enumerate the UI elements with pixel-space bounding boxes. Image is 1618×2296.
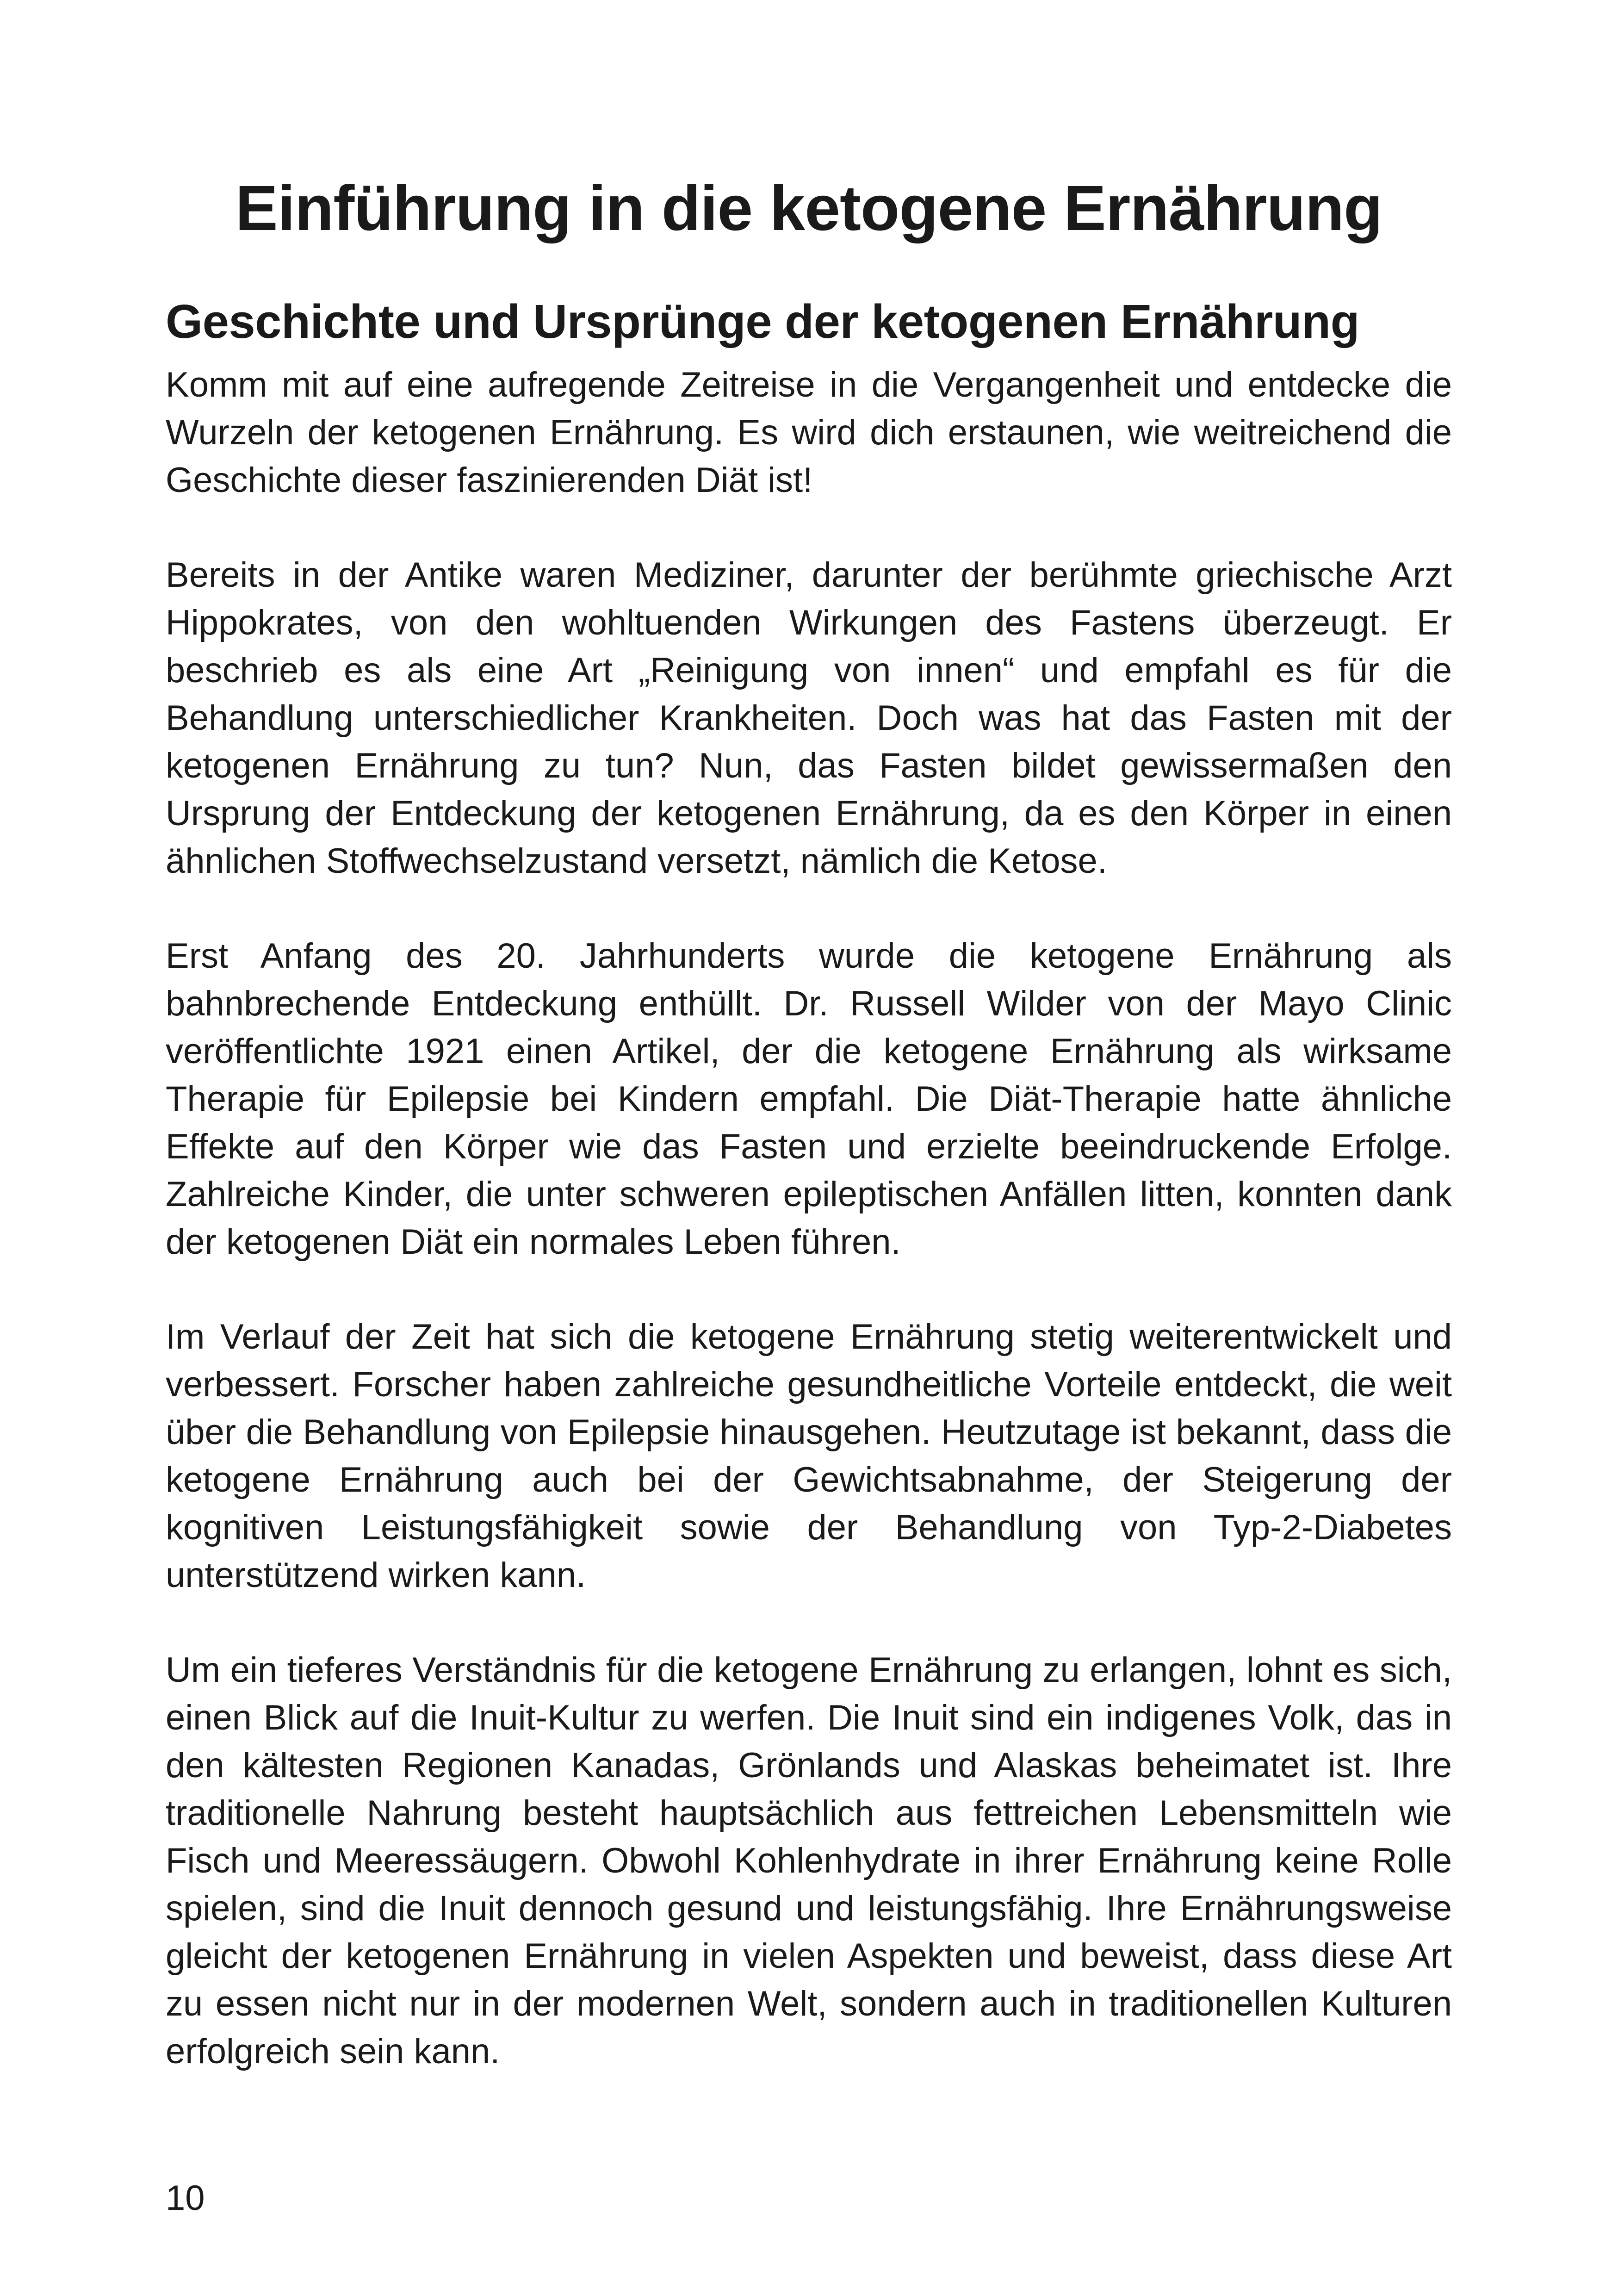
paragraph-antiquity: Bereits in der Antike waren Mediziner, darunter der berühmte griechische Arzt Hippokrates, von den wohltuenden Wirkungen des Fastens überzeugt. Er beschrieb es als eine Art „Reinigung von innen“ und empfahl es für die Behandlung unterschiedlicher Krankheiten. Doch was hat das Fasten mit der ketogenen Ernährung zu tun? Nun, das Fasten bildet gewissermaßen den Ursprung der Entdeckung der ketogenen Ernährung, da es den Körper in einen ähnlichen Stoffwechselzustand versetzt, nämlich die Ketose. [166, 555, 1452, 881]
paragraph-intro: Komm mit auf eine aufregende Zeitreise in die Vergangenheit und entdecke die Wurzeln der ketogenen Ernährung. Es wird dich erstaunen, wie weitreichend die Geschichte dieser faszinierenden Diät ist! [166, 365, 1452, 500]
chapter-title: Einführung in die ketogene Ernährung [235, 173, 1382, 244]
book-page [166, 0, 1452, 2296]
body-text [166, 361, 1452, 2122]
paragraph-20th-century: Erst Anfang des 20. Jahrhunderts wurde die ketogene Ernährung als bahnbrechende Entdeckung enthüllt. Dr. Russell Wilder von der Mayo Clinic veröffentlichte 1921 einen Artikel, der die ketogene Ernährung als wirksame Therapie für Epilepsie bei Kindern empfahl. Die Diät-Therapie hatte ähnliche Effekte auf den Körper wie das Fasten und erzielte beeindruckende Erfolge. Zahlreiche Kinder, die unter schweren epileptischen Anfällen litten, konnten dank der ketogenen Diät ein normales Leben führen. [166, 936, 1452, 1262]
paragraph-inuit: Um ein tieferes Verständnis für die ketogene Ernährung zu erlangen, lohnt es sich, einen Blick auf die Inuit-Kultur zu werfen. Die Inuit sind ein indigenes Volk, das in den kältesten Regionen Kanadas, Grönlands und Alaskas beheimatet ist. Ihre traditionelle Nahrung besteht hauptsächlich aus fettreichen Lebensmitteln wie Fisch und Meeressäugern. Obwohl Kohlenhydrate in ihrer Ernährung keine Rolle spielen, sind die Inuit dennoch gesund und leistungsfähig. Ihre Ernährungsweise gleicht der ketogenen Ernährung in vielen Aspekten und beweist, dass diese Art zu essen nicht nur in der modernen Welt, sondern auch in traditionellen Kulturen erfolgreich sein kann. [166, 1650, 1452, 2071]
paragraph-development: Im Verlauf der Zeit hat sich die ketogene Ernährung stetig weiterentwickelt und verbessert. Forscher haben zahlreiche gesundheitliche Vorteile entdeckt, die weit über die Behandlung von Epilepsie hinausgehen. Heutzutage ist bekannt, dass die ketogene Ernährung auch bei der Gewichtsabnahme, der Steigerung der kognitiven Leistungsfähigkeit sowie der Behandlung von Typ-2-Diabetes unterstützend wirken kann. [166, 1317, 1452, 1595]
page-number: 10 [166, 2178, 205, 2218]
section-heading: Geschichte und Ursprünge der ketogenen Ernährung [166, 295, 1360, 348]
